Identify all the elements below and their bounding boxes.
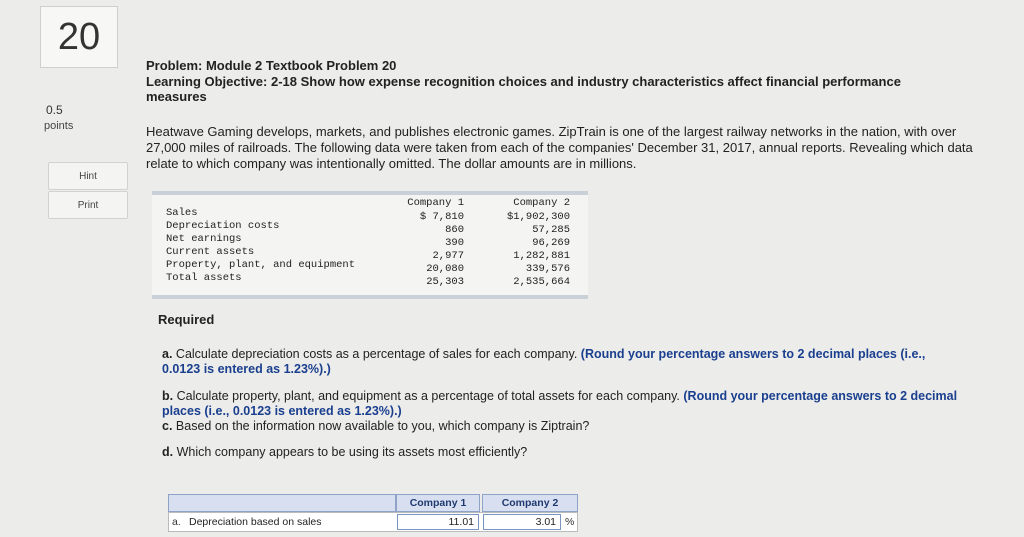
- row-label-ppe: Property, plant, and equipment: [166, 259, 356, 271]
- question-a-text: Calculate depreciation costs as a percentage of sales for each company.: [175, 347, 578, 361]
- cell-sales-c2: $1,902,300: [506, 211, 570, 223]
- question-c: [162, 419, 962, 434]
- answer-input-company-2[interactable]: 3.01: [483, 514, 561, 530]
- learning-objective: Learning Objective: 2-18 Show how expense recognition choices and industry characteristics affect financial performance measures: [146, 74, 901, 104]
- problem-title: Problem: Module 2 Textbook Problem 20: [146, 58, 397, 73]
- question-a-letter: a.: [162, 347, 173, 361]
- row-label-total-assets: Total assets: [166, 272, 242, 284]
- answer-row-depreciation: [168, 512, 578, 532]
- question-d-text: Which company appears to be using its assets most efficiently?: [176, 445, 528, 459]
- question-c-letter: c.: [162, 419, 173, 433]
- answer-row-label: Depreciation based on sales: [189, 516, 322, 528]
- question-b-text: Calculate property, plant, and equipment as a percentage of total assets for each company.: [176, 389, 680, 403]
- question-c-text: Based on the information now available to you, which company is Ziptrain?: [175, 419, 590, 433]
- answer-header-company-1: Company 1: [396, 494, 480, 512]
- percent-unit: %: [565, 516, 575, 528]
- question-number: 20: [57, 15, 101, 58]
- question-b-letter: b.: [162, 389, 174, 403]
- question-b-hint: (Round your percentage answers to 2 decimal places (i.e., 0.0123 is entered as 1.23%).): [162, 389, 958, 418]
- question-b: [162, 389, 962, 419]
- answer-header-blank: [168, 494, 396, 512]
- points-value: 0.5: [46, 103, 63, 117]
- answer-input-company-1[interactable]: 11.01: [397, 514, 479, 530]
- cell-net-earnings-c2: 96,269: [532, 237, 570, 249]
- points-label: points: [44, 120, 74, 132]
- row-label-depreciation: Depreciation costs: [166, 220, 280, 232]
- cell-net-earnings-c1: 390: [445, 237, 464, 249]
- cell-depreciation-c1: 860: [445, 224, 464, 236]
- question-d-letter: d.: [162, 445, 174, 459]
- cell-total-assets-c2: 2,535,664: [513, 276, 570, 288]
- header-company-2: Company 2: [513, 197, 570, 209]
- question-d: [162, 445, 962, 460]
- row-label-net-earnings: Net earnings: [166, 233, 242, 245]
- cell-ppe-c2: 339,576: [525, 263, 570, 275]
- print-button[interactable]: Print: [48, 191, 128, 219]
- cell-depreciation-c2: 57,285: [532, 224, 570, 236]
- answer-header-company-2: Company 2: [482, 494, 578, 512]
- header-company-1: Company 1: [407, 197, 464, 209]
- question-a: [162, 347, 962, 377]
- cell-total-assets-c1: 25,303: [426, 276, 464, 288]
- problem-intro: Heatwave Gaming develops, markets, and publishes electronic games. ZipTrain is one of the largest railway networks in the nation, with over 27,000 miles of railroads. The following data were taken from each of the companies' December 31, 2017, annual reports. Revealing which data relate to which company was intentionally omitted. The dollar amounts are in millions.: [146, 124, 973, 171]
- answer-table-header: [168, 494, 578, 512]
- hint-button[interactable]: Hint: [48, 162, 128, 190]
- row-label-sales: Sales: [166, 207, 198, 219]
- cell-sales-c1: $ 7,810: [419, 211, 464, 223]
- answer-row-letter: a.: [172, 516, 181, 528]
- cell-current-assets-c1: 2,977: [432, 250, 464, 262]
- required-heading: Required: [158, 312, 215, 327]
- question-a-hint: (Round your percentage answers to 2 decimal places (i.e., 0.0123 is entered as 1.23%).): [162, 347, 926, 376]
- company-data-table: [152, 191, 588, 299]
- row-label-current-assets: Current assets: [166, 246, 255, 258]
- question-number-box: [40, 6, 118, 68]
- cell-current-assets-c2: 1,282,881: [513, 250, 570, 262]
- cell-ppe-c1: 20,080: [426, 263, 464, 275]
